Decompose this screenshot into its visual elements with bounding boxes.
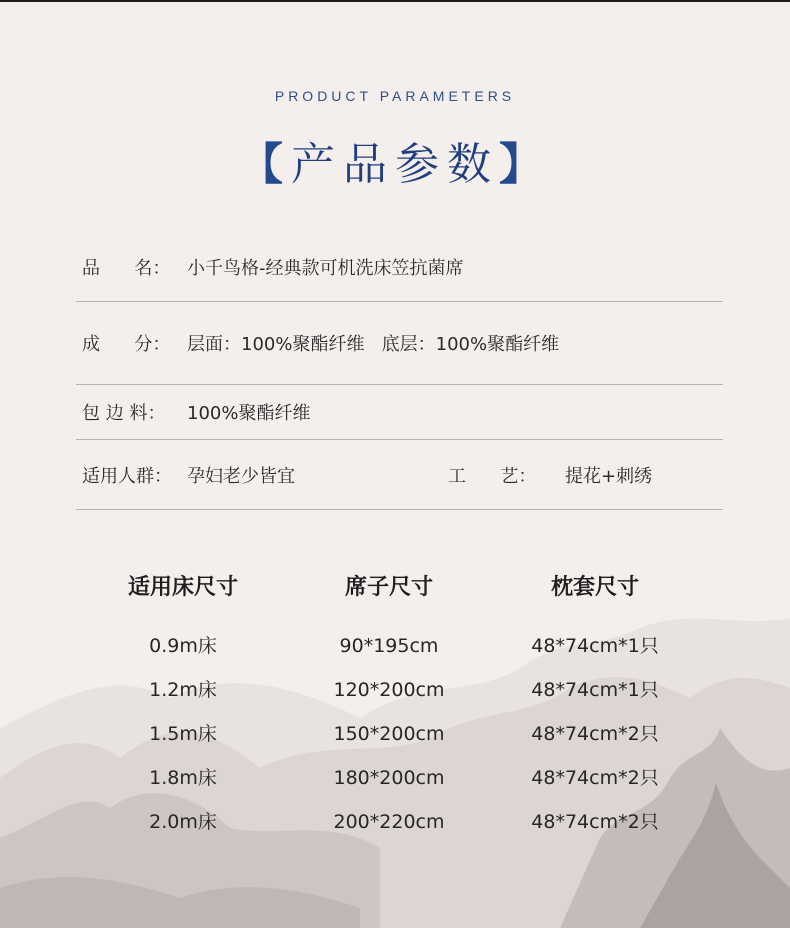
table-cell: 180*200cm bbox=[333, 767, 445, 789]
title-bracket-right: 】 bbox=[499, 139, 551, 190]
top-border-line bbox=[0, 0, 790, 2]
column-header: 适用床尺寸 bbox=[127, 575, 238, 600]
table-cell: 48*74cm*2只 bbox=[531, 767, 659, 789]
spec-value: 100%聚酯纤维 bbox=[187, 403, 311, 424]
spec-label: 工 艺： bbox=[448, 465, 537, 487]
table-cell: 1.5m床 bbox=[149, 723, 217, 745]
spec-value: 提花+刺绣 bbox=[565, 465, 653, 487]
spec-row-composition bbox=[76, 302, 723, 385]
table-cell: 48*74cm*2只 bbox=[531, 811, 659, 833]
table-row bbox=[80, 800, 700, 844]
spec-row-name bbox=[76, 232, 723, 302]
page-title bbox=[0, 128, 790, 192]
size-table-header bbox=[80, 566, 700, 610]
title-text: 产品参数 bbox=[291, 139, 499, 190]
spec-row-binding bbox=[76, 385, 723, 440]
table-cell: 120*200cm bbox=[333, 679, 445, 701]
spec-list bbox=[76, 232, 723, 510]
spec-label: 适用人群： bbox=[82, 465, 172, 487]
spec-label: 包 边 料： bbox=[82, 403, 166, 424]
spec-value: 孕妇老少皆宜 bbox=[187, 465, 295, 487]
table-cell: 90*195cm bbox=[339, 635, 439, 657]
spec-value: 层面：100%聚酯纤维 底层：100%聚酯纤维 bbox=[187, 334, 560, 355]
table-cell: 48*74cm*2只 bbox=[531, 723, 659, 745]
table-cell: 48*74cm*1只 bbox=[531, 635, 659, 657]
column-header: 枕套尺寸 bbox=[550, 575, 639, 600]
spec-value: 小千鸟格-经典款可机洗床笠抗菌席 bbox=[187, 257, 464, 279]
table-cell: 200*220cm bbox=[333, 811, 445, 833]
table-cell: 48*74cm*1只 bbox=[531, 679, 659, 701]
table-cell: 1.2m床 bbox=[149, 679, 217, 701]
table-cell: 2.0m床 bbox=[149, 811, 217, 833]
table-row bbox=[80, 756, 700, 800]
section-eyebrow: PRODUCT PARAMETERS bbox=[274, 88, 516, 104]
table-cell: 150*200cm bbox=[333, 723, 445, 745]
table-row bbox=[80, 712, 700, 756]
spec-label: 成 分： bbox=[82, 334, 171, 355]
size-table bbox=[80, 566, 700, 844]
table-row bbox=[80, 624, 700, 668]
table-cell: 1.8m床 bbox=[149, 767, 217, 789]
spec-label: 品 名： bbox=[82, 257, 171, 279]
title-bracket-left: 【 bbox=[239, 139, 291, 190]
column-header: 席子尺寸 bbox=[344, 575, 433, 600]
spec-row-audience-craft bbox=[76, 440, 723, 510]
table-row bbox=[80, 668, 700, 712]
table-cell: 0.9m床 bbox=[149, 635, 217, 657]
